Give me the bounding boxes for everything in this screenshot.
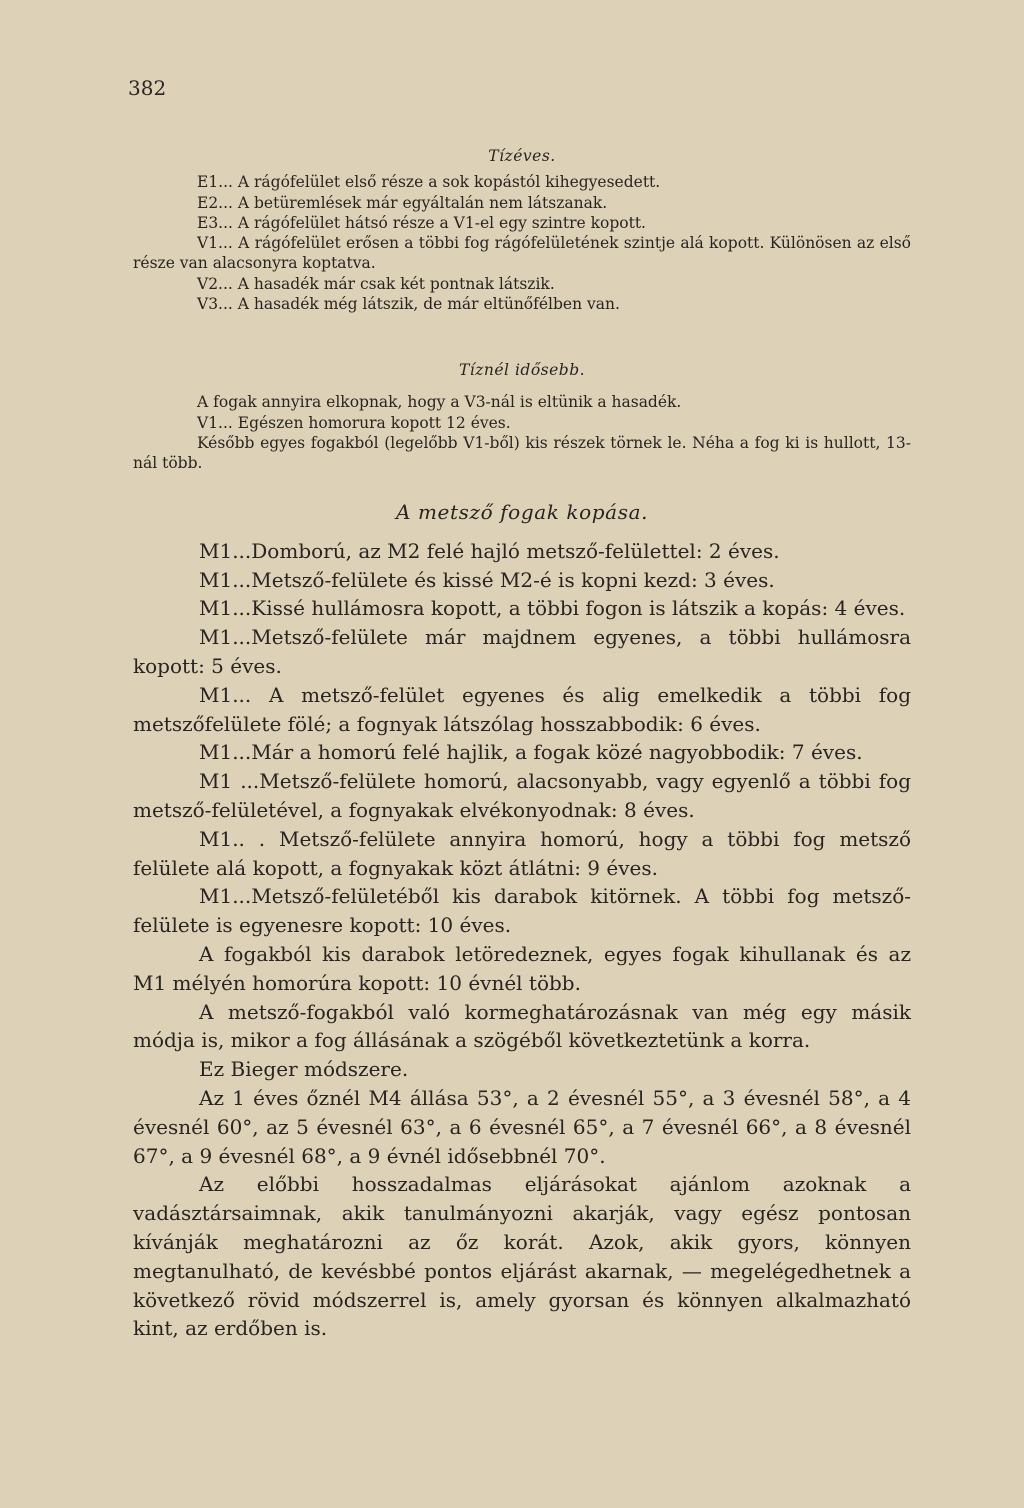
text-line: V1... Egészen homorura kopott 12 éves. xyxy=(197,413,511,432)
paragraph: M1...Metsző-felületéből kis darabok kitörnek. A többi fog metsző-felülete is egyenesre kopott: 10 éves. xyxy=(133,884,911,938)
paragraph: M1...Domború, az M2 felé hajló metsző-felülettel: 2 éves. xyxy=(199,538,780,563)
text-line: V2... A hasadék már csak két pontnak látszik. xyxy=(197,274,555,293)
text-line: E3... A rágófelület hátsó része a V1-el egy szintre kopott. xyxy=(197,213,646,232)
page-number: 382 xyxy=(128,76,167,100)
paragraph: Ez Bieger módszere. xyxy=(199,1057,409,1082)
text-line: V1... A rágófelület erősen a többi fog rágófelületének szintje alá kopott. Különösen az első része van alacsonyra koptatva. xyxy=(133,234,911,273)
text-line: A fogak annyira elkopnak, hogy a V3-nál is eltünik a hasadék. xyxy=(197,393,682,412)
paragraph: M1...Már a homorú felé hajlik, a fogak közé nagyobbodik: 7 éves. xyxy=(199,740,863,765)
paragraph: M1 ...Metsző-felülete homorú, alacsonyabb, vagy egyenlő a többi fog metsző-felületével, a fognyakak elvékonyodnak: 8 éves. xyxy=(133,769,911,822)
paragraph: A fogakból kis darabok letöredeznek, egyes fogak kihullanak és az M1 mélyén homorúra kopott: 10 évnél több. xyxy=(133,941,911,995)
text-line: Később egyes fogakból (legelőbb V1-ből) kis részek törnek le. Néha a fog ki is hullott, 13-nál több. xyxy=(133,433,911,473)
paragraph: Az 1 éves őznél M4 állása 53°, a 2 évesnél 55°, a 3 évesnél 58°, a 4 évesnél 60°, az 5 évesnél 63°, a 6 évesnél 65°, a 7 évesnél 66°, a 8 évesnél 67°, a 9 évesnél 68°, a 9 évnél idősebbnél 70°. xyxy=(133,1085,911,1168)
paragraph: M1... A metsző-felület egyenes és alig emelkedik a többi fog metszőfelülete fölé; a fognyak látszólag hosszabbodik: 6 éves. xyxy=(133,682,911,736)
section-title: Tíznél idősebb. xyxy=(458,361,586,379)
section-older-than-ten xyxy=(133,360,911,473)
text-line: V3... A hasadék még látszik, de már eltünőfélben van. xyxy=(197,295,620,314)
section-ten-years xyxy=(133,146,911,314)
section-title: Tízéves. xyxy=(488,147,556,165)
text-line: E2... A betüremlések már egyáltalán nem látszanak. xyxy=(197,193,608,212)
paragraph: A metsző-fogakból való kormeghatározásnak van még egy másik módja is, mikor a fog állásának a szögéből következtetünk a korra. xyxy=(133,999,911,1053)
section-incisor-wear xyxy=(133,498,911,1343)
section-title: A metsző fogak kopása. xyxy=(395,500,649,524)
paragraph: M1...Kissé hullámosra kopott, a többi fogon is látszik a kopás: 4 éves. xyxy=(199,596,906,621)
text-line: E1... A rágófelület első része a sok kopástól kihegyesedett. xyxy=(197,173,661,192)
paragraph: M1...Metsző-felülete már majdnem egyenes, a többi hullámosra kopott: 5 éves. xyxy=(133,625,911,678)
paragraph: M1...Metsző-felülete és kissé M2-é is kopni kezd: 3 éves. xyxy=(199,567,775,592)
paragraph: Az előbbi hosszadalmas eljárásokat ajánlom azoknak a vadásztársaimnak, akik tanulmányozni akarják, vagy egész pontosan kívánják meghatározni az őz korát. Azok, akik gyors, könnyen megtanulható, de kevésbbé pontos eljárást akarnak, — megelégedhetnek a következő rövid módszerrel is, amely gyorsan és könnyen alkalmazható kint, az erdőben is. xyxy=(133,1172,911,1341)
paragraph: M1.. . Metsző-felülete annyira homorú, hogy a többi fog metsző felülete alá kopott, a fognyakak közt átlátni: 9 éves. xyxy=(133,826,911,880)
